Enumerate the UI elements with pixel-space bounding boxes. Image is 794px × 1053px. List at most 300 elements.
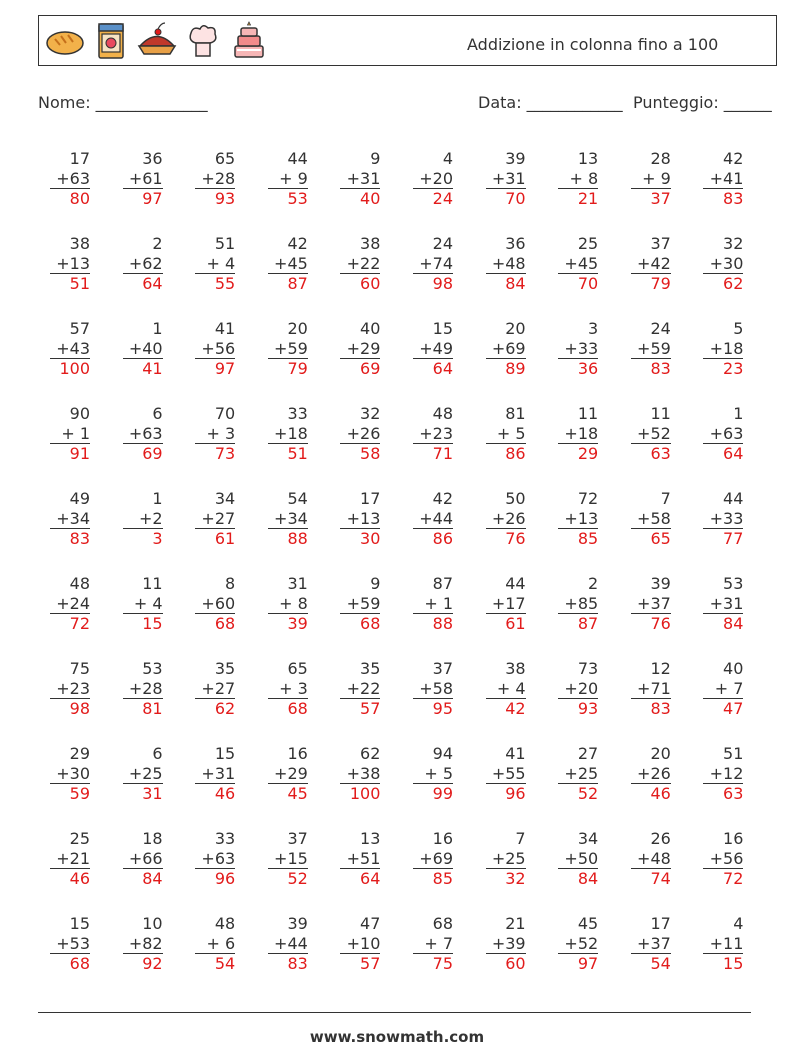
answer: 40 [340, 188, 380, 209]
answer: 88 [413, 613, 453, 634]
first-addend: 7 [515, 829, 526, 848]
first-addend: 41 [505, 744, 526, 763]
addition-problem [538, 744, 598, 804]
second-addend: +74 [419, 253, 453, 273]
addition-problem [103, 234, 163, 294]
second-addend: +37 [637, 593, 671, 613]
addition-problem [103, 489, 163, 549]
addition-problem [30, 404, 90, 464]
header-box [38, 15, 777, 66]
second-addend: + 5 [424, 763, 453, 783]
addition-problem [248, 319, 308, 379]
first-addend: 33 [287, 404, 308, 423]
first-addend: 38 [69, 234, 90, 253]
addition-problem [175, 149, 235, 209]
addition-problem [466, 574, 526, 634]
second-addend: +33 [709, 508, 744, 528]
second-addend: +15 [274, 848, 308, 868]
addition-problem [683, 744, 743, 804]
answer: 83 [703, 188, 743, 209]
first-addend: 39 [650, 574, 671, 593]
first-addend: 54 [287, 489, 308, 508]
second-addend: +26 [346, 423, 381, 443]
first-addend: 32 [360, 404, 381, 423]
answer: 97 [195, 358, 235, 379]
addition-problem [466, 404, 526, 464]
answer: 60 [340, 273, 380, 294]
answer: 46 [631, 783, 671, 804]
bread-icon [45, 19, 85, 63]
answer: 84 [558, 868, 598, 889]
score-field[interactable]: Punteggio: ______ [633, 93, 772, 112]
addition-problem [393, 404, 453, 464]
first-addend: 42 [723, 149, 744, 168]
first-addend: 53 [142, 659, 163, 678]
answer: 100 [340, 783, 380, 804]
second-addend: +13 [56, 253, 90, 273]
addition-problem [320, 744, 380, 804]
first-addend: 37 [287, 829, 308, 848]
second-addend: +58 [419, 678, 453, 698]
first-addend: 11 [650, 404, 671, 423]
first-addend: 6 [152, 744, 163, 763]
first-addend: 2 [152, 234, 163, 253]
second-addend: +26 [637, 763, 671, 783]
addition-problem [248, 659, 308, 719]
first-addend: 16 [287, 744, 308, 763]
first-addend: 17 [650, 914, 671, 933]
second-addend: +23 [56, 678, 90, 698]
first-addend: 10 [142, 914, 163, 933]
first-addend: 1 [152, 319, 163, 338]
answer: 87 [558, 613, 598, 634]
second-addend: +17 [491, 593, 526, 613]
answer: 39 [268, 613, 308, 634]
addition-problem [103, 404, 163, 464]
first-addend: 15 [69, 914, 90, 933]
addition-problem [248, 234, 308, 294]
first-addend: 72 [577, 489, 599, 508]
second-addend: + 4 [206, 253, 236, 273]
answer: 97 [558, 953, 598, 974]
first-addend: 42 [432, 489, 453, 508]
first-addend: 8 [225, 574, 236, 593]
second-addend: +52 [637, 423, 671, 443]
answer: 59 [50, 783, 90, 804]
addition-problem [683, 829, 743, 889]
first-addend: 11 [142, 574, 163, 593]
addition-problem [320, 574, 380, 634]
addition-problem [611, 744, 671, 804]
addition-problem [611, 234, 671, 294]
addition-problem [466, 659, 526, 719]
answer: 45 [268, 783, 308, 804]
addition-problem [393, 574, 453, 634]
addition-problem [466, 744, 526, 804]
addition-problem [175, 319, 235, 379]
second-addend: +10 [346, 933, 381, 953]
second-addend: +26 [491, 508, 526, 528]
first-addend: 28 [650, 149, 671, 168]
date-field[interactable]: Data: ____________ [478, 93, 623, 112]
first-addend: 25 [577, 234, 599, 253]
addition-problem [393, 914, 453, 974]
addition-problem [538, 149, 598, 209]
first-addend: 53 [723, 574, 744, 593]
answer: 60 [486, 953, 526, 974]
second-addend: +82 [128, 933, 163, 953]
second-addend: +31 [709, 593, 744, 613]
second-addend: +28 [128, 678, 163, 698]
addition-problem [683, 149, 743, 209]
answer: 32 [486, 868, 526, 889]
first-addend: 16 [432, 829, 453, 848]
answer: 54 [631, 953, 671, 974]
addition-problem [103, 829, 163, 889]
answer: 57 [340, 698, 380, 719]
answer: 79 [631, 273, 671, 294]
addition-problem [683, 404, 743, 464]
answer: 30 [340, 528, 380, 549]
second-addend: +25 [564, 763, 599, 783]
second-addend: +38 [346, 763, 381, 783]
answer: 52 [558, 783, 598, 804]
second-addend: +34 [56, 508, 90, 528]
answer: 86 [486, 443, 526, 464]
first-addend: 4 [442, 149, 453, 168]
addition-problem [466, 914, 526, 974]
second-addend: +45 [274, 253, 308, 273]
addition-problem [538, 404, 598, 464]
addition-problem [103, 744, 163, 804]
second-addend: + 1 [424, 593, 453, 613]
answer: 87 [268, 273, 308, 294]
first-addend: 35 [360, 659, 381, 678]
addition-problem [175, 404, 235, 464]
second-addend: +20 [419, 168, 453, 188]
addition-problem [393, 829, 453, 889]
cherry-pie-icon [137, 19, 177, 63]
addition-problem [175, 489, 235, 549]
addition-problem [393, 234, 453, 294]
first-addend: 35 [214, 659, 236, 678]
addition-problem [248, 149, 308, 209]
first-addend: 15 [432, 319, 453, 338]
second-addend: +13 [564, 508, 599, 528]
second-addend: +25 [491, 848, 526, 868]
first-addend: 94 [432, 744, 453, 763]
second-addend: + 4 [133, 593, 163, 613]
addition-problem [320, 659, 380, 719]
addition-problem [248, 489, 308, 549]
answer: 83 [268, 953, 308, 974]
answer: 85 [558, 528, 598, 549]
addition-problem [320, 829, 380, 889]
second-addend: +85 [564, 593, 599, 613]
first-addend: 50 [505, 489, 526, 508]
second-addend: + 5 [496, 423, 526, 443]
addition-problem [103, 319, 163, 379]
answer: 54 [195, 953, 235, 974]
first-addend: 90 [69, 404, 90, 423]
second-addend: +42 [637, 253, 671, 273]
answer: 57 [340, 953, 380, 974]
addition-problem [683, 914, 743, 974]
first-addend: 3 [588, 319, 599, 338]
answer: 68 [268, 698, 308, 719]
first-addend: 20 [650, 744, 671, 763]
addition-problem [30, 319, 90, 379]
second-addend: +25 [128, 763, 163, 783]
first-addend: 51 [723, 744, 744, 763]
first-addend: 37 [432, 659, 453, 678]
second-addend: +62 [128, 253, 163, 273]
first-addend: 44 [723, 489, 744, 508]
second-addend: +31 [491, 168, 526, 188]
answer: 31 [123, 783, 163, 804]
answer: 63 [703, 783, 743, 804]
second-addend: +30 [56, 763, 90, 783]
first-addend: 1 [733, 404, 744, 423]
answer: 51 [268, 443, 308, 464]
second-addend: + 3 [206, 423, 236, 443]
second-addend: +37 [637, 933, 671, 953]
second-addend: +63 [56, 168, 90, 188]
answer: 98 [50, 698, 90, 719]
second-addend: +34 [274, 508, 308, 528]
first-addend: 27 [577, 744, 599, 763]
second-addend: +24 [56, 593, 90, 613]
name-field[interactable]: Nome: ______________ [38, 93, 208, 112]
first-addend: 17 [69, 149, 90, 168]
second-addend: +63 [128, 423, 163, 443]
addition-problem [320, 914, 380, 974]
second-addend: +59 [637, 338, 671, 358]
answer: 79 [268, 358, 308, 379]
answer: 88 [268, 528, 308, 549]
first-addend: 87 [432, 574, 453, 593]
first-addend: 40 [723, 659, 744, 678]
addition-problem [611, 659, 671, 719]
second-addend: + 8 [569, 168, 599, 188]
first-addend: 44 [505, 574, 526, 593]
second-addend: +21 [56, 848, 90, 868]
addition-problem [175, 914, 235, 974]
answer: 83 [631, 358, 671, 379]
answer: 100 [50, 358, 90, 379]
answer: 51 [50, 273, 90, 294]
second-addend: + 3 [279, 678, 308, 698]
second-addend: +44 [274, 933, 308, 953]
first-addend: 48 [432, 404, 453, 423]
answer: 61 [195, 528, 235, 549]
first-addend: 16 [723, 829, 744, 848]
answer: 68 [195, 613, 235, 634]
first-addend: 38 [360, 234, 381, 253]
addition-problem [538, 914, 598, 974]
first-addend: 81 [505, 404, 526, 423]
second-addend: +59 [346, 593, 381, 613]
addition-problem [538, 234, 598, 294]
answer: 96 [486, 783, 526, 804]
first-addend: 36 [505, 234, 526, 253]
answer: 63 [631, 443, 671, 464]
addition-problem [248, 829, 308, 889]
addition-problem [393, 149, 453, 209]
answer: 64 [123, 273, 163, 294]
first-addend: 21 [505, 914, 526, 933]
first-addend: 31 [287, 574, 308, 593]
first-addend: 44 [287, 149, 308, 168]
footer-site[interactable]: www.snowmath.com [309, 1028, 485, 1046]
answer: 36 [558, 358, 598, 379]
second-addend: + 8 [279, 593, 308, 613]
addition-problem [466, 319, 526, 379]
answer: 85 [413, 868, 453, 889]
first-addend: 12 [650, 659, 671, 678]
layer-cake-icon [229, 19, 269, 63]
addition-problem [538, 829, 598, 889]
answer: 98 [413, 273, 453, 294]
answer: 68 [50, 953, 90, 974]
first-addend: 33 [214, 829, 236, 848]
second-addend: +69 [491, 338, 526, 358]
answer: 97 [123, 188, 163, 209]
answer: 37 [631, 188, 671, 209]
addition-problem [103, 149, 163, 209]
addition-problem [611, 149, 671, 209]
answer: 74 [631, 868, 671, 889]
answer: 75 [413, 953, 453, 974]
first-addend: 47 [360, 914, 381, 933]
first-addend: 29 [69, 744, 90, 763]
addition-problem [320, 319, 380, 379]
addition-problem [30, 149, 90, 209]
answer: 72 [50, 613, 90, 634]
first-addend: 45 [577, 914, 599, 933]
second-addend: +58 [637, 508, 671, 528]
first-addend: 34 [214, 489, 236, 508]
answer: 53 [268, 188, 308, 209]
first-addend: 37 [650, 234, 671, 253]
second-addend: + 6 [206, 933, 236, 953]
answer: 15 [703, 953, 743, 974]
first-addend: 48 [214, 914, 236, 933]
first-addend: 34 [577, 829, 599, 848]
addition-problem [248, 574, 308, 634]
answer: 64 [413, 358, 453, 379]
addition-problem [320, 404, 380, 464]
answer: 84 [486, 273, 526, 294]
answer: 77 [703, 528, 743, 549]
second-addend: +18 [274, 423, 308, 443]
addition-problem [393, 744, 453, 804]
first-addend: 70 [214, 404, 236, 423]
first-addend: 75 [69, 659, 90, 678]
first-addend: 57 [69, 319, 90, 338]
addition-problem [683, 489, 743, 549]
second-addend: +27 [201, 508, 236, 528]
answer: 58 [340, 443, 380, 464]
second-addend: +48 [491, 253, 526, 273]
answer: 81 [123, 698, 163, 719]
addition-problem [248, 744, 308, 804]
addition-problem [393, 659, 453, 719]
addition-problem [466, 489, 526, 549]
second-addend: + 9 [279, 168, 308, 188]
first-addend: 39 [505, 149, 526, 168]
answer: 47 [703, 698, 743, 719]
answer: 72 [703, 868, 743, 889]
answer: 76 [631, 613, 671, 634]
second-addend: +48 [637, 848, 671, 868]
second-addend: +44 [419, 508, 453, 528]
first-addend: 13 [360, 829, 381, 848]
second-addend: +45 [564, 253, 599, 273]
first-addend: 9 [370, 574, 381, 593]
answer: 52 [268, 868, 308, 889]
first-addend: 65 [287, 659, 308, 678]
second-addend: + 9 [642, 168, 671, 188]
answer: 96 [195, 868, 235, 889]
first-addend: 5 [733, 319, 744, 338]
answer: 70 [486, 188, 526, 209]
addition-problem [103, 914, 163, 974]
second-addend: + 7 [714, 678, 744, 698]
first-addend: 25 [69, 829, 90, 848]
second-addend: +56 [201, 338, 236, 358]
second-addend: +66 [128, 848, 163, 868]
first-addend: 73 [577, 659, 599, 678]
first-addend: 9 [370, 149, 381, 168]
answer: 15 [123, 613, 163, 634]
first-addend: 36 [142, 149, 163, 168]
answer: 83 [631, 698, 671, 719]
addition-problem [538, 659, 598, 719]
answer: 70 [558, 273, 598, 294]
answer: 91 [50, 443, 90, 464]
addition-problem [611, 829, 671, 889]
answer: 64 [340, 868, 380, 889]
addition-problem [30, 659, 90, 719]
first-addend: 7 [660, 489, 671, 508]
addition-problem [175, 829, 235, 889]
second-addend: +18 [564, 423, 599, 443]
answer: 80 [50, 188, 90, 209]
first-addend: 4 [733, 914, 744, 933]
addition-problem [248, 404, 308, 464]
answer: 84 [703, 613, 743, 634]
first-addend: 39 [287, 914, 308, 933]
second-addend: +63 [709, 423, 744, 443]
second-addend: +29 [274, 763, 308, 783]
first-addend: 32 [723, 234, 744, 253]
addition-problem [103, 574, 163, 634]
first-addend: 38 [505, 659, 526, 678]
addition-problem [30, 234, 90, 294]
second-addend: +49 [419, 338, 453, 358]
addition-problem [611, 574, 671, 634]
second-addend: +31 [346, 168, 381, 188]
answer: 69 [123, 443, 163, 464]
first-addend: 26 [650, 829, 671, 848]
answer: 42 [486, 698, 526, 719]
first-addend: 15 [214, 744, 236, 763]
second-addend: +40 [128, 338, 163, 358]
first-addend: 40 [360, 319, 381, 338]
first-addend: 17 [360, 489, 381, 508]
second-addend: +2 [139, 508, 163, 528]
